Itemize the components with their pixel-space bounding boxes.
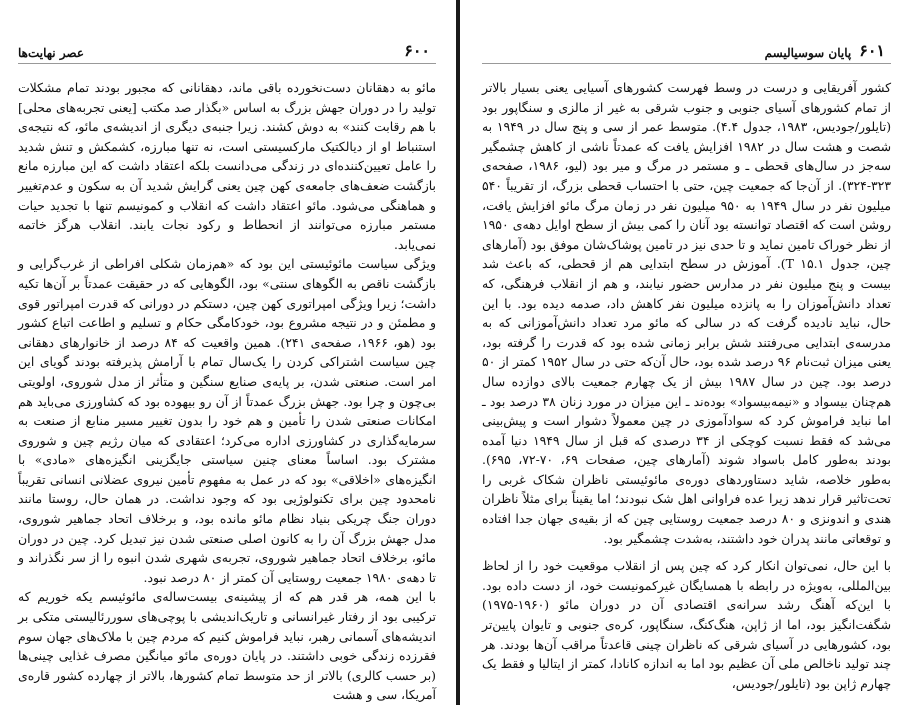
paragraph: کشور آفریقایی و درست در وسط فهرست کشورهای آسیایی یعنی بسیار بالاتر از تمام کشورهای آسیای جنوبی و جنوب شرقی به غیر از مالزی و سنگاپور بود (تایلور/جودیس، ۱۹۸۳، جدول ۴.۴). متوسط عمر از سی و پنج سال در ۱۹۴۹ به شصت و هشت سال در ۱۹۸۲ افزایش یافت که عمدتاً ناشی از کاهش چشمگیر سه‌جز در سال‌های قحطی ـ و مستمر در مرگ و میر بود (لیو، ۱۹۸۶، صفحه‌ی ۳۲۳-۳۲۴). از آن‌جا که جمعیت چین، حتی با احتساب قحطی بزرگ، از تقریباً ۵۴۰ میلیون نفر در سال ۱۹۴۹ به ۹۵۰ میلیون نفر در زمان مرگ مائو افزایش یافت، روشن است که اقتصاد توانسته بود آنان را کمی بیش از سطح اوایل دهه‌ی ۱۹۵۰ از نظر خوراک تامین نماید و تا حدی نیز در تامین پوشاک‌شان موفق بود (آمارهای چین، جدول ۱۵.۱ T). آموزش در سطح ابتدایی هم از قحطی، که باعث شد بیست و پنج میلیون نفر در مدارس حضور نیابند، و هم از انقلاب فرهنگی، که تعداد دانش‌آموزان را به پانزده میلیون نفر کاهش داد، صدمه دیده بود. با این حال، نباید نادیده گرفت که در سالی که مائو مرد تعداد دانش‌آموزانی که به مدرسه‌ی ابتدایی می‌رفتند شش برابر زمانی شده بود که قدرت را گرفته بود، یعنی میزان ثبت‌نام ۹۶ درصد شده بود، حال آن‌که حتی در سال ۱۹۵۲ کمتر از ۵۰ درصد بود. چین در سال ۱۹۸۷ بیش از یک چهارم جمعیت بالای دوازده سال هم‌چنان بیسواد و «نیمه‌بیسواد» بوده‌ند ـ این میزان در مورد زنان ۳۸ درصد بود ـ اما نباید فراموش کرد که سوادآموزی در چین معمولاً دشوار است و پیش‌بینی می‌شد که فقط نسبت کوچکی از ۳۴ درصدی که قبل از سال ۱۹۴۹ دنیا آمده بودند به‌طور کامل باسواد شوند (آمارهای چین، صفحات ۶۹، ۷۰-۷۲، ۶۹۵). به‌طور خلاصه، شاید دستاوردهای دوره‌ی مائوئیستی ناظران شکاک غربی را تحت‌تاثیر قرار ندهد زیرا عده فراوانی اهل شک نبودند؛ اما یقیناً برای مثلاً ناظران هندی و اندونزی و ۸۰ درصد جمعیت روستایی چین که از بقیه‌ی جهان جدا افتاده و توقعاتی مانند پدران خود داشتند، به‌شدت چشمگیر بود. — [482, 80, 892, 546]
page-number: ۶۰۰ — [404, 41, 430, 60]
right-page — [462, 0, 915, 705]
page-number: ۶۰۱ — [859, 41, 885, 60]
paragraph: با این همه، هر قدر هم که از پیشینه‌ی بیست‌ساله‌ی مائوئیسم یکه خوریم که ترکیبی بود از رفتار غیرانسانی و تاریک‌اندیشی با پوچی‌های سوررئالیستی متکی بر اندیشه‌های آسمانی رهبر، نباید فراموش کنیم که مردم چین با ملاک‌های جهان سوم فقرزده زندگی خوبی داشتند. در پایان دوره‌ی مائو میانگین مصرف غذایی چینی‌ها (بر حسب کالری) بالاتر از حد متوسط تمام کشورها، بالاتر از چهارده کشور قاره‌ی آمریکا، سی و هشت — [18, 589, 436, 703]
paragraph: مائو به دهقانان دست‌نخورده باقی ماند، دهقانانی که مجبور بودند تمام مشکلات تولید را در دوران جهش بزرگ به اساس «بگذار صد مکتب [یعنی تجربه‌های محلی] با هم رقابت کنند» به دوش کشند. زیرا جنبه‌ی دیگری از اندیشه‌ی مائو، که نتیجه‌ی استنباط او از دیالکتیک مارکسیستی است، نه تنها مبارزه، کشمکش و تنش شدید را عامل تعیین‌کننده‌ای در زندگی می‌دانست بلکه اعتقاد داشت که این مبارزه مانع بازگشت ضعف‌های جامعه‌ی کهن چین یعنی گرایش شدید آن به سکون و عدم‌تغییر و هماهنگی می‌شود. مائو اعتقاد داشت که انقلاب و کمونیسم تنها با تجدید حیات مستمر مبارزه می‌توانند از انحطاط و رکود نجات یابند. انقلاب هرگز خاتمه نمی‌یابد. — [18, 80, 436, 252]
right-page-header — [482, 38, 891, 64]
paragraph: با این حال، نمی‌توان انکار کرد که چین پس از انقلاب موقعیت خود را از لحاظ بین‌المللی، به‌ویژه در رابطه با همسایگان غیرکمونیست خود، از دست داده بود. با این‌که آهنگ رشد سرانه‌ی اقتصادی آن در دوران مائو (۱۹۶۰-۱۹۷۵) شگفت‌انگیز بود، اما از ژاپن، هنگ‌کنگ، سنگاپور، کره‌ی جنوبی و تایوان پایین‌تر بود، کشورهایی در آسیای شرقی که ناظران چینی قاعدتاً مراقب آن‌ها بودند. هر چند تولید ناخالص ملی آن عظیم بود اما به اندازه کانادا، کمتر از ایتالیا و فقط یک چهارم ژاپن بود (تایلور/جودیس، — [482, 558, 891, 691]
running-head: پایان سوسیالیسم — [764, 46, 852, 60]
left-page-header — [18, 38, 436, 64]
running-head: عصر نهایت‌ها — [18, 46, 84, 60]
paragraph: ویژگی سیاست مائوئیستی این بود که «هم‌زمان شکلی افراطی از غرب‌گرایی و بازگشت ناقص به الگوهای سنتی» بود، الگوهایی که در حقیقت عمدتاً بر آن‌ها تکیه داشت؛ زیرا ویژگی امپراتوری کهن چین، دستکم در دورانی که قدرت امپراتور قوی و مطمئن و در نتیجه مشروع بود، خودکامگی حکام و تسلیم و اطاعت اتباع کشور بود (هو، ۱۹۶۶، صفحه‌ی ۲۴۱). همین واقعیت که ۸۴ درصد از خانوارهای دهقانی چین سیاست اشتراکی کردن را یک‌سال تمام با آرامش پذیرفته بودند گویای این امر است. صنعتی شدن، بر پایه‌ی صنایع سنگین و متأثر از مدل شوروی، اولویتی بی‌چون و چرا بود. جهش بزرگ عمدتاً از آن رو بیهوده بود که کشاورزی می‌باید هم امکانات صنعتی شدن را تأمین و هم خود را بدون تغییر مسیر منابع از صنعت به سرمایه‌گذاری در کشاورزی اداره می‌کرد؛ اعتقادی که میان رژیم چین و شوروی مشترک بود. اساساً معنای چنین سیاستی جایگزینی انگیزه‌های «مادی» با انگیزه‌های «اخلاقی» بود که در عمل به مفهوم تأمین نیروی عضلانی انسانی تقریباً نامحدود چین برای تکنولوژیی بود که وجود نداشت. در همان حال، روستا مانند دوران جنگ چریکی بنیاد نظام مائو مانده بود، و برخلاف اتحاد جماهیر شوروی، مدل جهش بزرگ آن را به کانون اصلی صنعتی شدن نیز تبدیل کرد. چین در دوران مائو، برخلاف اتحاد جماهیر شوروی، تجربه‌ی شهری شدن انبوه را از سر نگذراند و تا دهه‌ی ۱۹۸۰ جمعیت روستایی آن کمتر از ۸۰ درصد نبود. — [18, 256, 437, 585]
